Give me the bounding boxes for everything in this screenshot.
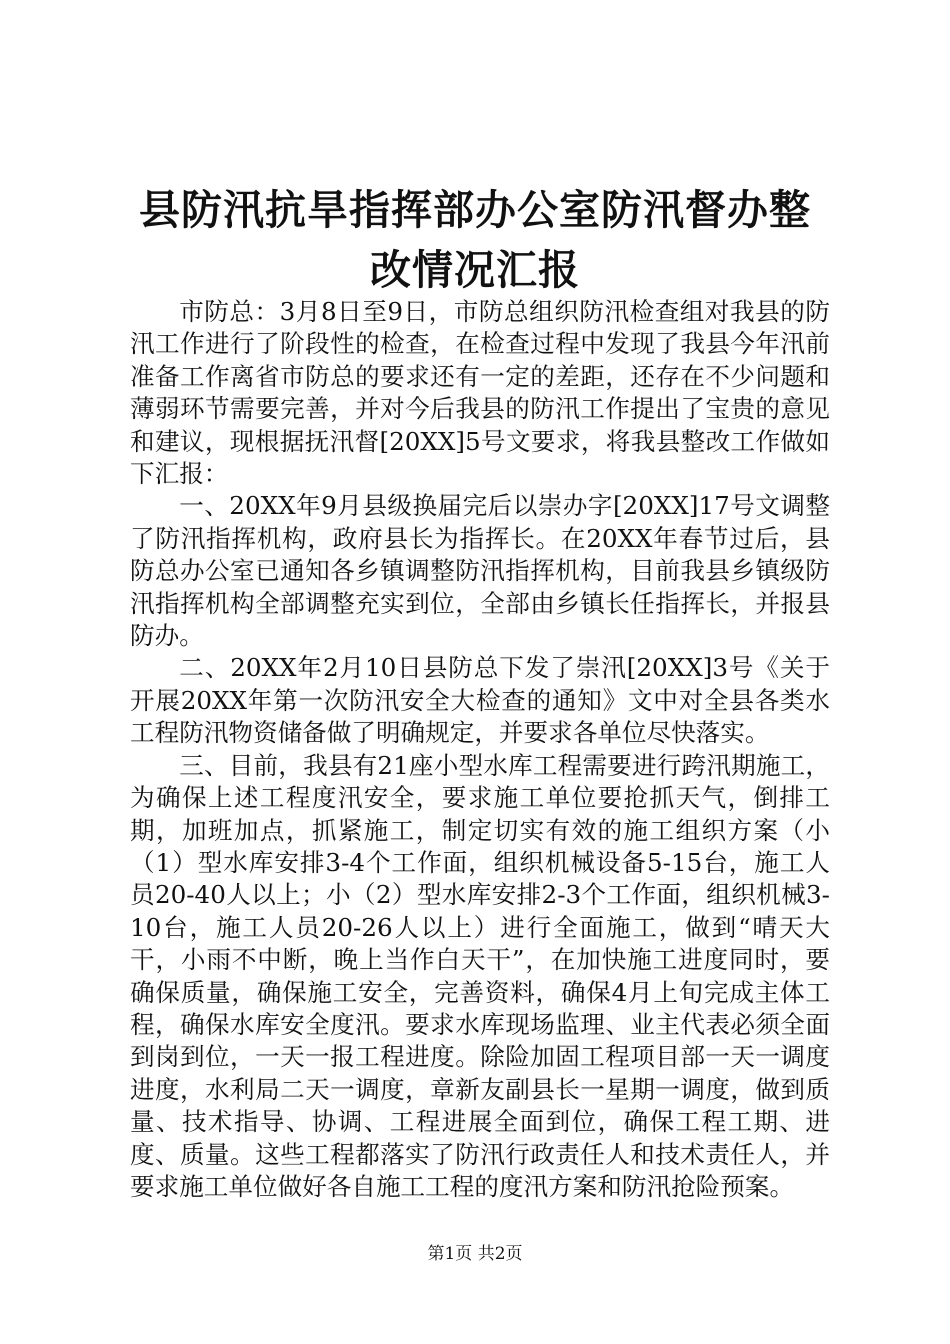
paragraph-intro: 市防总：3月8日至9日，市防总组织防汛检查组对我县的防汛工作进行了阶段性的检查，在检查过程中发现了我县今年汛前准备工作离省市防总的要求还有一定的差距，还存在不少问题和薄弱环节需要完善，并对今后我县的防汛工作提出了宝贵的意见和建议，现根据抚汛督[20XX]5号文要求，将我县整改工作做如下汇报： [130, 297, 830, 489]
paragraph-item-3: 三、目前，我县有21座小型水库工程需要进行跨汛期施工，为确保上述工程度汛安全，要求施工单位要抢抓天气，倒排工期，加班加点，抓紧施工，制定切实有效的施工组织方案（小（1）型水库安排3-4个工作面，组织机械设备5-15台，施工人员20-40人以上；小（2）型水库安排2-3个工作面，组织机械3-10台，施工人员20-26人以上）进行全面施工，做到“晴天大干，小雨不中断，晚上当作白天干”，在加快施工进度同时，要确保质量，确保施工安全，完善资料，确保4月上旬完成主体工程，确保水库安全度汛。要求水库现场监理、业主代表必须全面到岗到位，一天一报工程进度。除险加固工程项目部一天一调度进度，水利局二天一调度，章新友副县长一星期一调度，做到质量、技术指导、协调、工程进展全面到位，确保工程工期、进度、质量。这些工程都落实了防汛行政责任人和技术责任人，并要求施工单位做好各自施工工程的度汛方案和防汛抢险预案。 [130, 750, 830, 1201]
document-title: 县防汛抗旱指挥部办公室防汛督办整改情况汇报 [139, 186, 811, 294]
paragraph-item-2: 二、20XX年2月10日县防总下发了崇汛[20XX]3号《关于开展20XX年第一次防汛安全大检查的通知》文中对全县各类水工程防汛物资储备做了明确规定，并要求各单位尽快落实。 [130, 653, 830, 748]
paragraph-item-1: 一、20XX年9月县级换届完后以崇办字[20XX]17号文调整了防汛指挥机构，政府县长为指挥长。在20XX年春节过后，县防总办公室已通知各乡镇调整防汛指挥机构，目前我县乡镇级防汛指挥机构全部调整充实到位，全部由乡镇长任指挥长，并报县防办。 [130, 491, 830, 651]
page-number-footer: 第1页 共2页 [427, 1244, 523, 1264]
document-body [130, 296, 830, 1203]
